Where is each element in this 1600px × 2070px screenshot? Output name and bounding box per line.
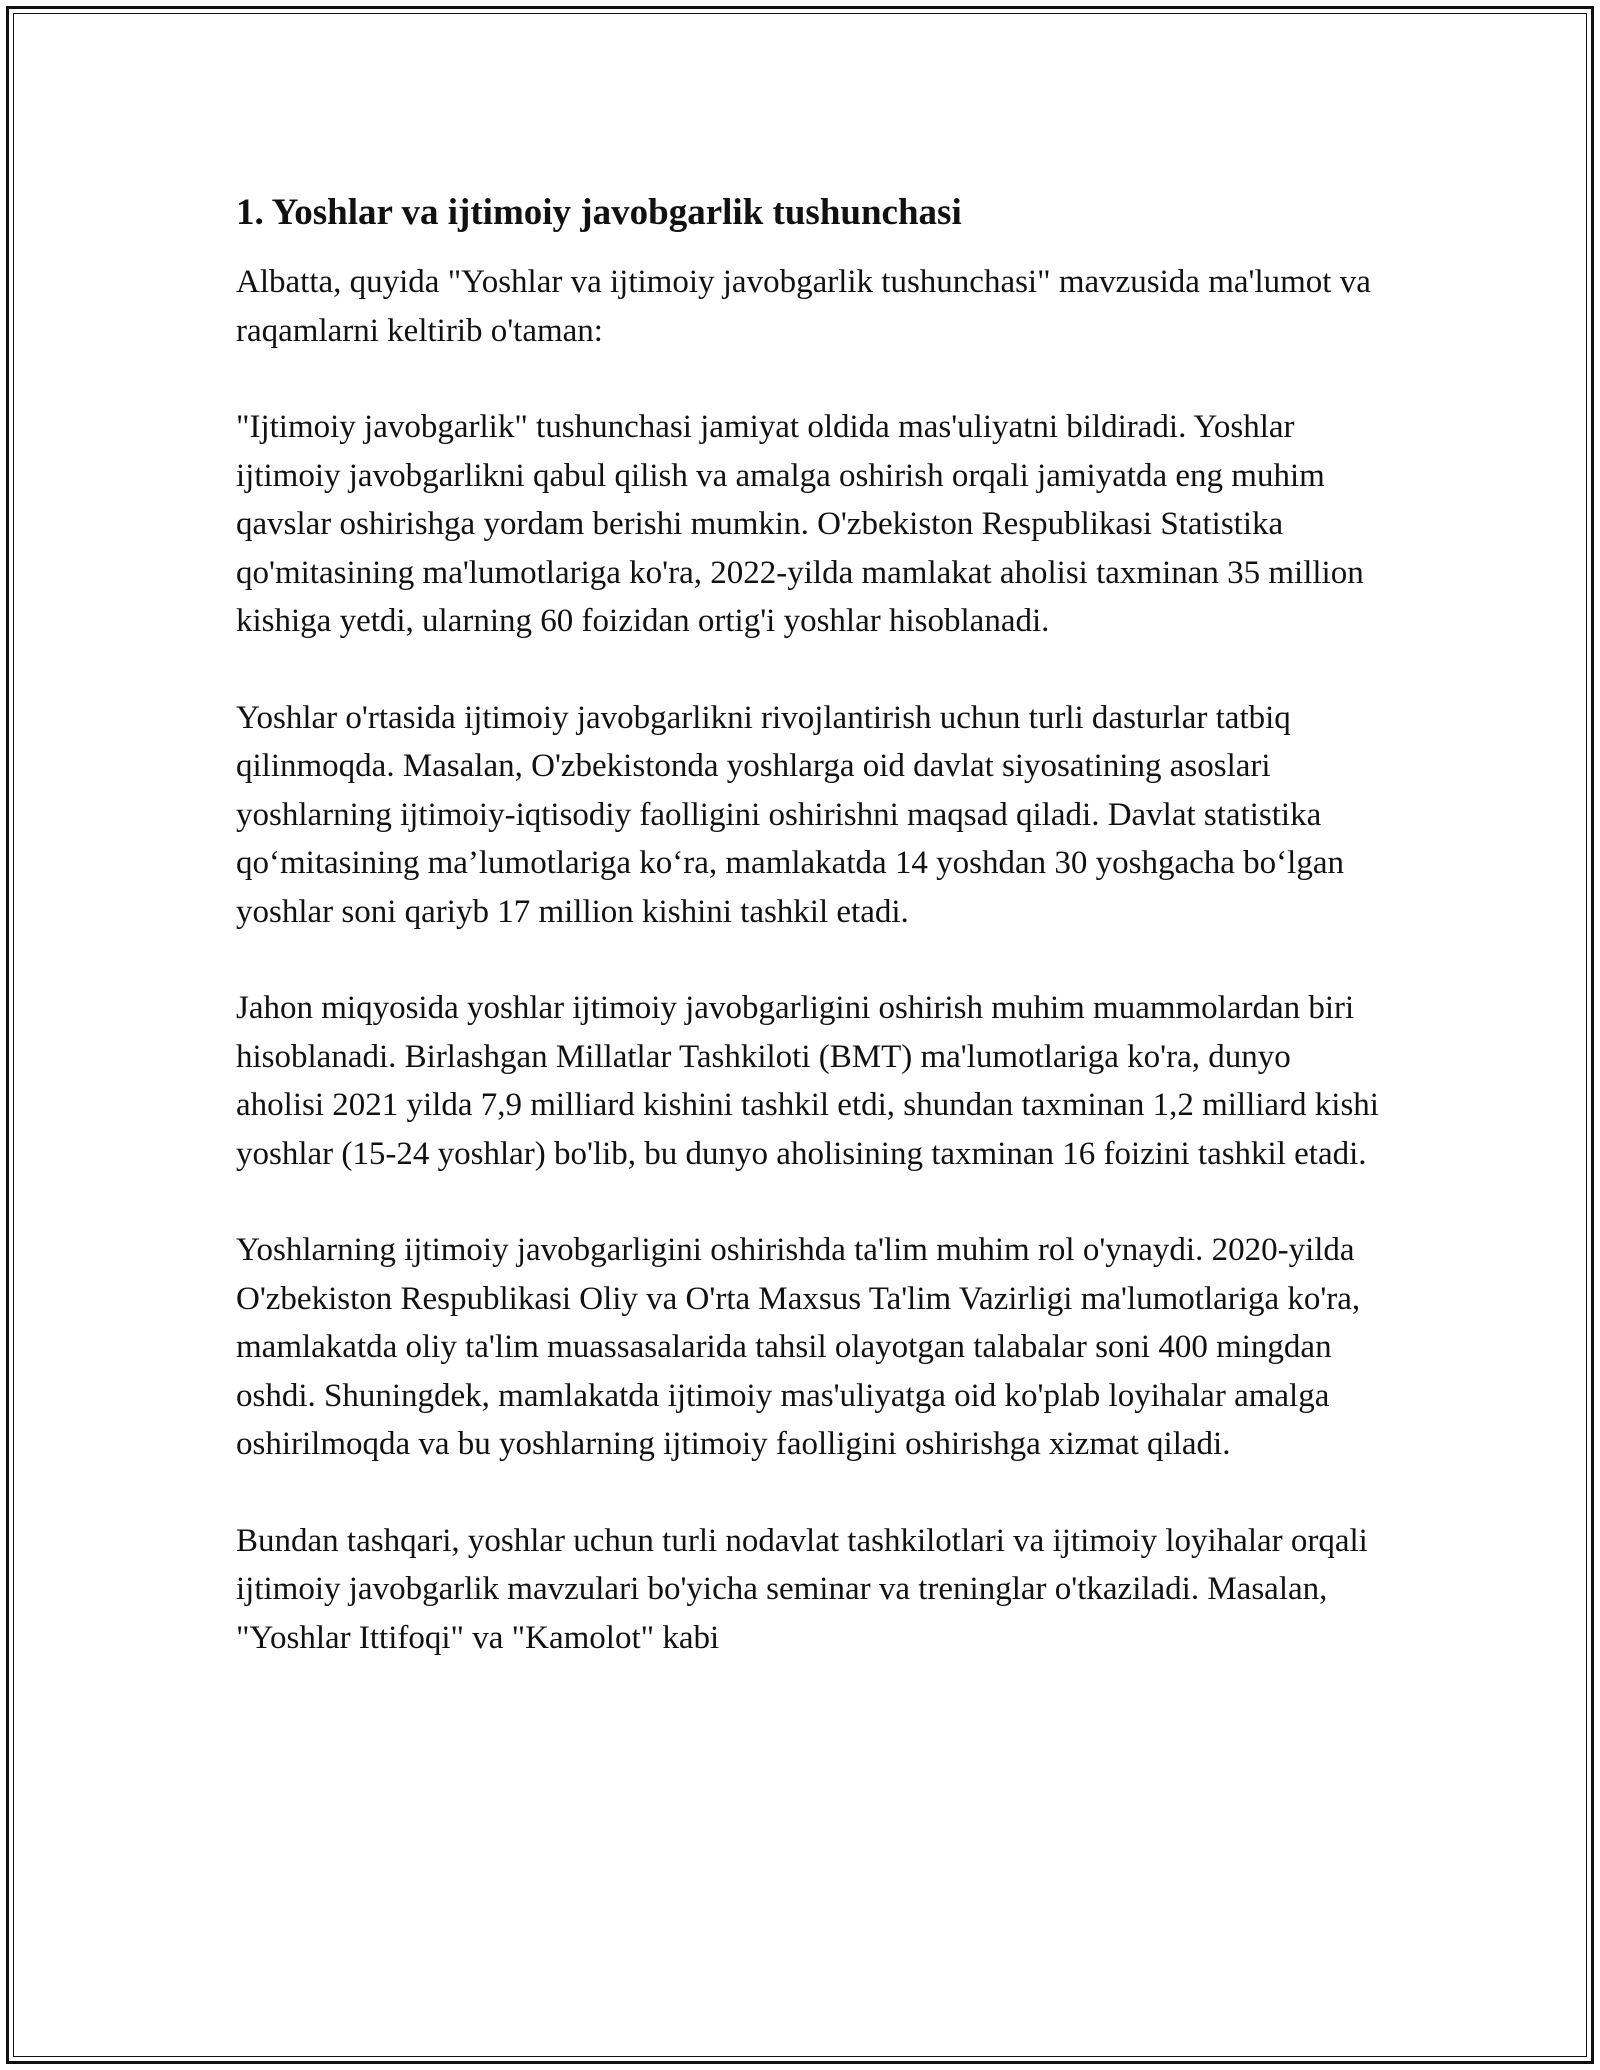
paragraph-global: Jahon miqyosida yoshlar ijtimoiy javobgarligini oshirish muhim muammolardan biri hisoblanadi. Birlashgan Millatlar Tashkiloti (BMT) ma'lumotlariga ko'ra, dunyo aholisi 2021 yilda 7,9 milliard kishini tashkil etdi, shundan taxminan 1,2 milliard kishi yoshlar (15-24 yoshlar) bo'lib, bu dunyo aholisining taxminan 16 foizini tashkil etadi. [236, 990, 1379, 1172]
paragraph-programs: Yoshlar o'rtasida ijtimoiy javobgarlikni rivojlantirish uchun turli dasturlar tatbiq qilinmoqda. Masalan, O'zbekistonda yoshlarga oid davlat siyosatining asoslari yoshlarning ijtimoiy-iqtisodiy faolligini oshirishni maqsad qiladi. Davlat statistika qo‘mitasining ma’lumotlariga ko‘ra, mamlakatda 14 yoshdan 30 yoshgacha bo‘lgan yoshlar soni qariyb 17 million kishini tashkil etadi. [236, 699, 1344, 930]
paragraph-ngo: Bundan tashqari, yoshlar uchun turli nodavlat tashkilotlari va ijtimoiy loyihalar orqali ijtimoiy javobgarlik mavzulari bo'yicha seminar va treninglar o'tkaziladi. Masalan, "Yoshlar Ittifoqi" va "Kamolot" kabi [236, 1522, 1368, 1656]
document-body [236, 188, 1386, 1710]
section-heading: 1. Yoshlar va ijtimoiy javobgarlik tushunchasi [236, 192, 962, 233]
paragraph-intro: Albatta, quyida "Yoshlar va ijtimoiy javobgarlik tushunchasi" mavzusida ma'lumot va raqamlarni keltirib o'taman: [236, 264, 1371, 349]
paragraph-definition: "Ijtimoiy javobgarlik" tushunchasi jamiyat oldida mas'uliyatni bildiradi. Yoshlar ijtimoiy javobgarlikni qabul qilish va amalga oshirish orqali jamiyatda eng muhim qavslar oshirishga yordam berishi mumkin. O'zbekiston Respublikasi Statistika qo'mitasining ma'lumotlariga ko'ra, 2022-yilda mamlakat aholisi taxminan 35 million kishiga yetdi, ularning 60 foizidan ortig'i yoshlar hisoblanadi. [236, 409, 1364, 639]
paragraph-education: Yoshlarning ijtimoiy javobgarligini oshirishda ta'lim muhim rol o'ynaydi. 2020-yilda O'zbekiston Respublikasi Oliy va O'rta Maxsus Ta'lim Vazirligi ma'lumotlariga ko'ra, mamlakatda oliy ta'lim muassasalarida tahsil olayotgan talabalar soni 400 mingdan oshdi. Shuningdek, mamlakatda ijtimoiy mas'uliyatga oid ko'plab loyihalar amalga oshirilmoqda va bu yoshlarning ijtimoiy faolligini oshirishga xizmat qiladi. [236, 1232, 1361, 1462]
